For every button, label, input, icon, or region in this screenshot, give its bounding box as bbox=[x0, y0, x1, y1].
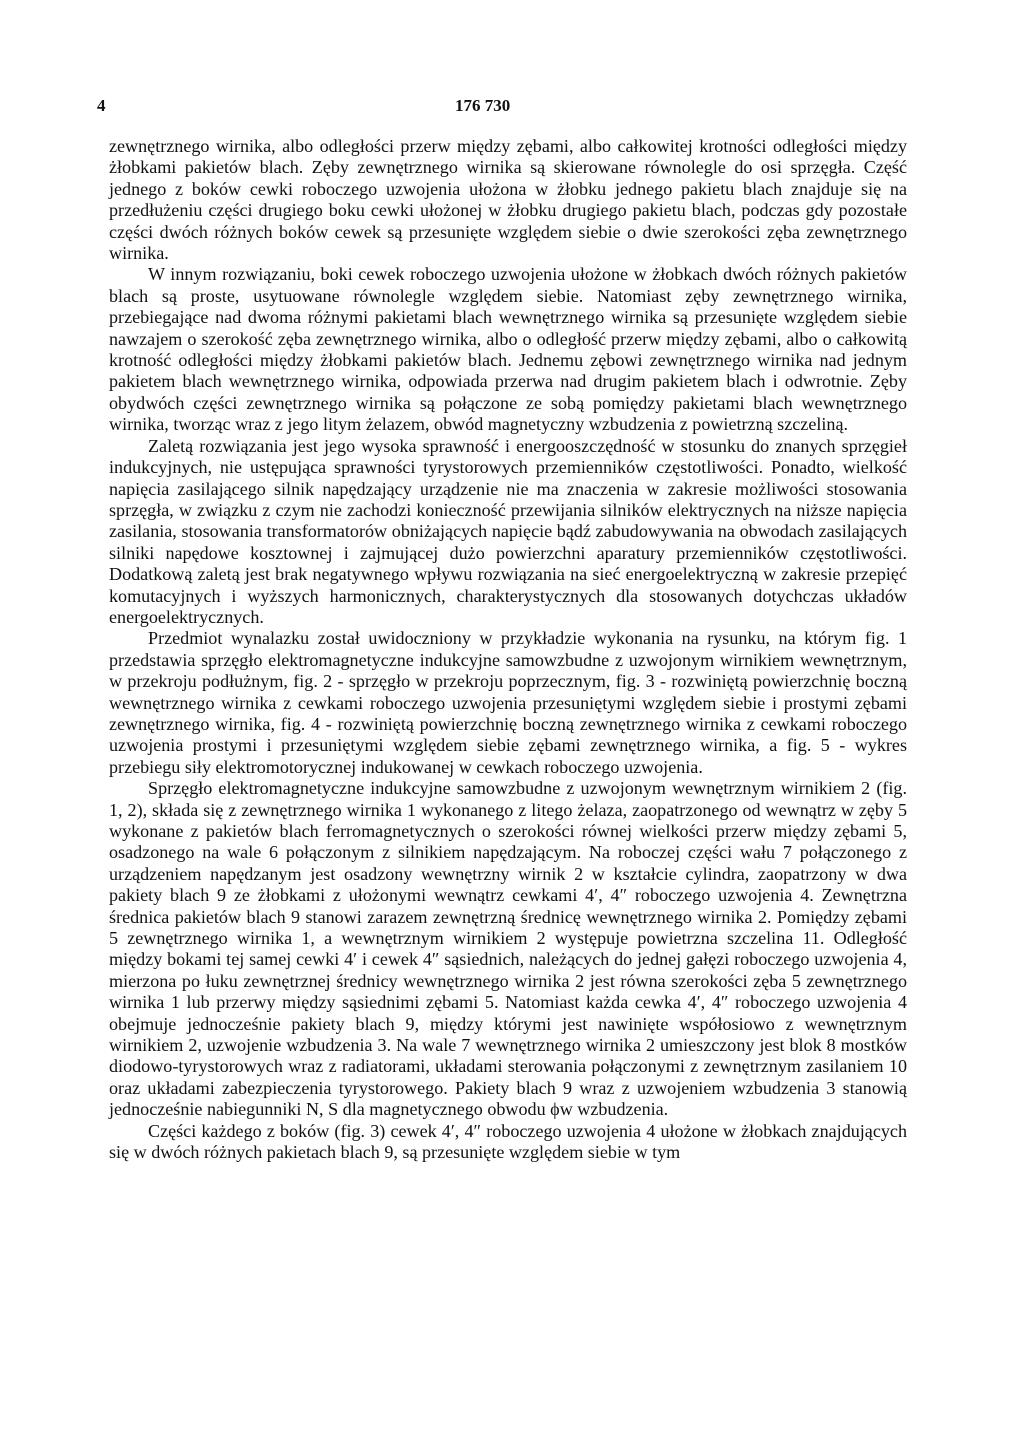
body-text bbox=[109, 136, 907, 1164]
paragraph: Przedmiot wynalazku został uwidoczniony w przykładzie wykonania na rysunku, na którym fig. 1 przedstawia sprzęgło elektromagnetyczne indukcyjne samowzbudne z uzwojonym wirnikiem wewnętrznym, w przekroju podłużnym, fig. 2 - sprzęgło w przekroju poprzecznym, fig. 3 - rozwiniętą powierzchnię boczną wewnętrznego wirnika z cewkami roboczego uzwojenia przesuniętymi względem siebie i prostymi zębami zewnętrznego wirnika, fig. 4 - rozwiniętą powierzchnię boczną zewnętrznego wirnika z cewkami roboczego uzwojenia prostymi i przesuniętymi względem siebie zębami zewnętrznego wirnika, a fig. 5 - wykres przebiegu siły elektromotorycznej indukowanej w cewkach roboczego uzwojenia. bbox=[109, 628, 907, 777]
paragraph: zewnętrznego wirnika, albo odległości przerw między zębami, albo całkowitej krotności odległości między żłobkami pakietów blach. Zęby zewnętrznego wirnika są skierowane równolegle do osi sprzęgła. Część jednego z boków cewki roboczego uzwojenia ułożona w żłobku jednego pakietu blach znajduje się na przedłużeniu części drugiego boku cewki ułożonej w żłobku drugiego pakietu blach, podczas gdy pozostałe części dwóch różnych boków cewek są przesunięte względem siebie o dwie szerokości zęba zewnętrznego wirnika. bbox=[109, 136, 907, 264]
paragraph: Części każdego z boków (fig. 3) cewek 4′, 4″ roboczego uzwojenia 4 ułożone w żłobkach znajdujących się w dwóch różnych pakietach blach 9, są przesunięte względem siebie w tym bbox=[109, 1120, 907, 1163]
page-number: 4 bbox=[97, 96, 106, 115]
paragraph: Zaletą rozwiązania jest jego wysoka sprawność i energooszczędność w stosunku do znanych sprzęgieł indukcyjnych, nie ustępująca sprawności tyrystorowych przemienników częstotliwości. Ponadto, wielkość napięcia zasilającego silnik napędzający urządzenie nie ma znaczenia w zakresie możliwości stosowania sprzęgła, w związku z czym nie zachodzi konieczność przewijania silników elektrycznych na niższe napięcia zasilania, stosowania transformatorów obniżających napięcie bądź zabudowywania na obwodach zasilających silniki napędowe kosztownej i zajmującej dużo powierzchni aparatury przemienników częstotliwości. Dodatkową zaletą jest brak negatywnego wpływu rozwiązania na sieć energoelektryczną w zakresie przepięć komutacyjnych i wyższych harmonicznych, charakterystycznych dla stosowanych dotychczas układów energoelektrycznych. bbox=[109, 435, 907, 627]
paragraph: W innym rozwiązaniu, boki cewek roboczego uzwojenia ułożone w żłobkach dwóch różnych pakietów blach są proste, usytuowane równolegle względem siebie. Natomiast zęby zewnętrznego wirnika, przebiegające nad dwoma różnymi pakietami blach wewnętrznego wirnika są przesunięte względem siebie nawzajem o szerokość zęba zewnętrznego wirnika, albo o odległość przerw między zębami, albo o całkowitą krotność odległości między żłobkami pakietów blach. Jednemu zębowi zewnętrznego wirnika nad jednym pakietem blach wewnętrznego wirnika, odpowiada przerwa nad drugim pakietem blach i odwrotnie. Zęby obydwóch części zewnętrznego wirnika są połączone ze sobą pomiędzy pakietami blach wewnętrznego wirnika, tworząc wraz z jego litym żelazem, obwód magnetyczny wzbudzenia z powietrzną szczeliną. bbox=[109, 264, 907, 435]
document-number: 176 730 bbox=[455, 96, 511, 115]
paragraph: Sprzęgło elektromagnetyczne indukcyjne samowzbudne z uzwojonym wewnętrznym wirnikiem 2 (fig. 1, 2), składa się z zewnętrznego wirnika 1 wykonanego z litego żelaza, zaopatrzonego od wewnątrz w zęby 5 wykonane z pakietów blach ferromagnetycznych o szerokości równej wielkości przerw między zębami 5, osadzonego na wale 6 połączonym z silnikiem napędzającym. Na roboczej części wału 7 połączonego z urządzeniem napędzanym jest osadzony wewnętrzny wirnik 2 w kształcie cylindra, zaopatrzony w dwa pakiety blach 9 ze żłobkami z ułożonymi wewnątrz cewkami 4′, 4″ roboczego uzwojenia 4. Zewnętrzna średnica pakietów blach 9 stanowi zarazem zewnętrzną średnicę wewnętrznego wirnika 2. Pomiędzy zębami 5 zewnętrznego wirnika 1, a wewnętrznym wirnikiem 2 występuje powietrzna szczelina 11. Odległość między bokami tej samej cewki 4′ i cewek 4″ sąsiednich, należących do jednej gałęzi roboczego uzwojenia 4, mierzona po łuku zewnętrznej średnicy wewnętrznego wirnika 2 jest równa szerokości zęba 5 zewnętrznego wirnika 1 lub przerwy między sąsiednimi zębami 5. Natomiast każda cewka 4′, 4″ roboczego uzwojenia 4 obejmuje jednocześnie pakiety blach 9, między którymi jest nawinięte współosiowo z wewnętrznym wirnikiem 2, uzwojenie wzbudzenia 3. Na wale 7 wewnętrznego wirnika 2 umieszczony jest blok 8 mostków diodowo-tyrystorowych wraz z radiatorami, układami sterowania połączonymi z zewnętrznym zasilaniem 10 oraz układami zabezpieczenia tyrystorowego. Pakiety blach 9 wraz z uzwojeniem wzbudzenia 3 stanowią jednocześnie nabiegunniki N, S dla magnetycznego obwodu ϕw wzbudzenia. bbox=[109, 778, 907, 1120]
